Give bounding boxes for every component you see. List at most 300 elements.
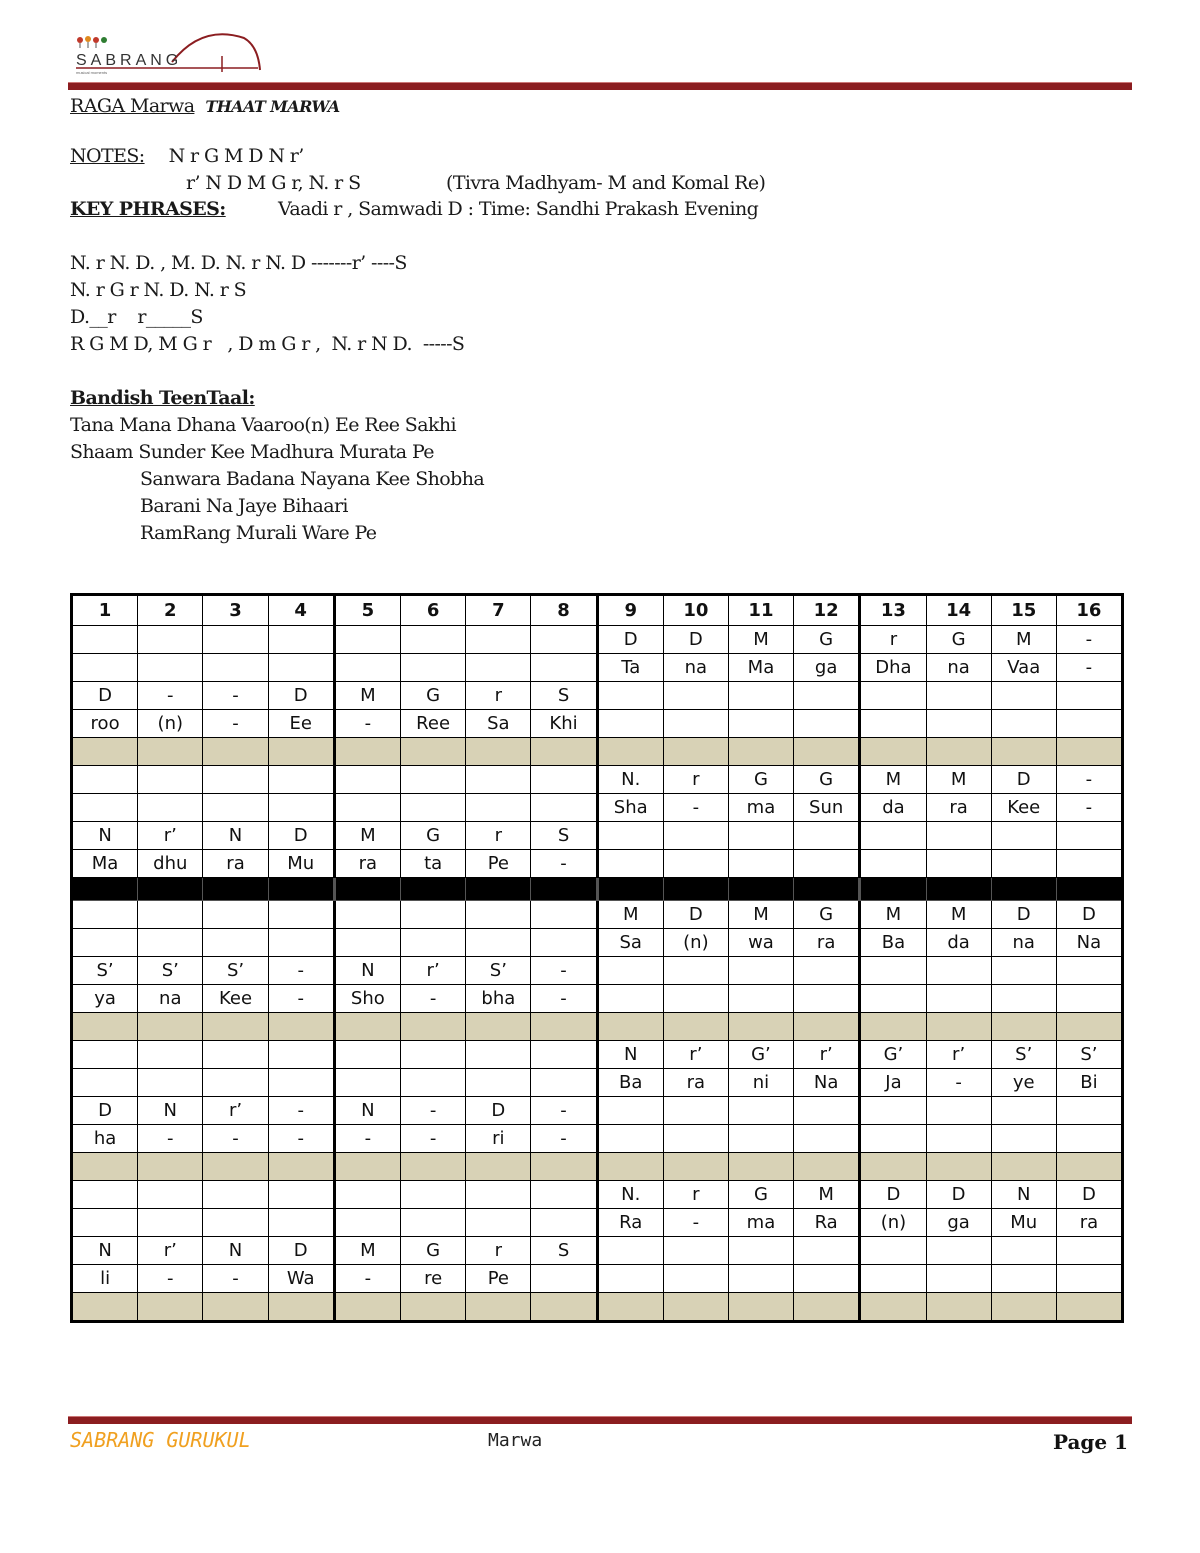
table-cell (466, 794, 531, 822)
table-cell: - (663, 1209, 728, 1237)
table-cell (531, 654, 597, 682)
table-cell (926, 1293, 991, 1322)
table-cell (334, 1013, 400, 1041)
bandish-line: Sanwara Badana Nayana Kee Shobha (140, 468, 485, 490)
table-cell (597, 1097, 663, 1125)
table-cell (991, 710, 1056, 738)
table-cell (268, 1293, 334, 1322)
table-cell: D (597, 626, 663, 654)
table-cell (597, 1265, 663, 1293)
table-cell: 3 (203, 595, 268, 626)
table-cell (72, 929, 138, 957)
table-cell: roo (72, 710, 138, 738)
table-cell: - (531, 850, 597, 878)
table-cell: wa (728, 929, 793, 957)
table-row (72, 985, 1123, 1013)
table-cell (334, 794, 400, 822)
table-cell (531, 1209, 597, 1237)
table-cell (926, 1153, 991, 1181)
table-divider-row (72, 878, 1123, 901)
table-row (72, 929, 1123, 957)
table-cell (466, 1181, 531, 1209)
table-cell: N (203, 822, 268, 850)
table-cell (728, 878, 793, 901)
table-cell: M (728, 901, 793, 929)
table-cell (138, 794, 203, 822)
table-cell: li (72, 1265, 138, 1293)
table-cell: D (1056, 1181, 1122, 1209)
table-cell (268, 1013, 334, 1041)
table-cell (728, 1013, 793, 1041)
bandish-line: Barani Na Jaye Bihaari (140, 495, 348, 517)
table-cell (794, 822, 860, 850)
table-cell (400, 878, 465, 901)
table-cell (663, 1153, 728, 1181)
table-cell (531, 1181, 597, 1209)
table-cell (72, 1293, 138, 1322)
table-row (72, 1125, 1123, 1153)
table-cell: r’ (794, 1041, 860, 1069)
table-cell (268, 901, 334, 929)
table-cell: bha (466, 985, 531, 1013)
table-cell (268, 1069, 334, 1097)
table-row (72, 794, 1123, 822)
table-cell (334, 766, 400, 794)
table-cell (203, 1013, 268, 1041)
table-cell (400, 1069, 465, 1097)
table-header-row (72, 595, 1123, 626)
table-row (72, 710, 1123, 738)
table-cell (1056, 850, 1122, 878)
table-cell (531, 1293, 597, 1322)
table-cell (400, 901, 465, 929)
table-cell: ni (728, 1069, 793, 1097)
table-cell (663, 1265, 728, 1293)
table-cell: - (268, 957, 334, 985)
table-row (72, 822, 1123, 850)
bandish-heading: Bandish TeenTaal: (70, 387, 255, 409)
phrase-line: N. r G r N. D. N. r S (70, 279, 247, 301)
table-cell (72, 766, 138, 794)
table-cell: 10 (663, 595, 728, 626)
table-cell: na (138, 985, 203, 1013)
table-cell (400, 626, 465, 654)
table-cell: S’ (203, 957, 268, 985)
table-cell: 9 (597, 595, 663, 626)
table-cell: D (268, 822, 334, 850)
key-phrases-line (70, 198, 226, 220)
table-cell: S (531, 682, 597, 710)
table-cell (268, 794, 334, 822)
table-cell (466, 1013, 531, 1041)
table-cell (860, 682, 926, 710)
table-cell: Ma (72, 850, 138, 878)
table-cell (860, 1013, 926, 1041)
table-cell: Sa (597, 929, 663, 957)
table-cell (400, 1153, 465, 1181)
table-cell (991, 738, 1056, 766)
table-cell (860, 710, 926, 738)
table-cell (203, 738, 268, 766)
table-cell (400, 738, 465, 766)
table-cell (794, 1265, 860, 1293)
table-cell: G (400, 1237, 465, 1265)
table-cell (597, 1125, 663, 1153)
table-cell: Sha (597, 794, 663, 822)
table-cell (334, 738, 400, 766)
table-cell (334, 1153, 400, 1181)
table-cell (400, 1209, 465, 1237)
notes-arohana: N r G M D N r’ (168, 145, 304, 167)
table-cell: r’ (926, 1041, 991, 1069)
table-cell (597, 710, 663, 738)
table-cell (597, 1013, 663, 1041)
table-cell: Sho (334, 985, 400, 1013)
table-cell (400, 794, 465, 822)
table-cell: - (203, 1125, 268, 1153)
table-cell: G (794, 901, 860, 929)
notation-table (70, 593, 1124, 1323)
table-cell (334, 901, 400, 929)
table-cell (1056, 1125, 1122, 1153)
table-cell (1056, 1265, 1122, 1293)
table-cell (466, 1069, 531, 1097)
table-cell (466, 1041, 531, 1069)
table-cell (466, 738, 531, 766)
table-cell (466, 901, 531, 929)
table-cell (138, 1181, 203, 1209)
table-cell: 14 (926, 595, 991, 626)
table-cell: r’ (663, 1041, 728, 1069)
table-cell (860, 1237, 926, 1265)
table-cell (991, 1125, 1056, 1153)
table-cell (203, 1181, 268, 1209)
table-row (72, 682, 1123, 710)
table-cell: ra (663, 1069, 728, 1097)
table-cell (728, 710, 793, 738)
table-cell (138, 766, 203, 794)
table-cell: Ba (597, 1069, 663, 1097)
table-cell (400, 1013, 465, 1041)
table-cell (334, 626, 400, 654)
table-cell (531, 1153, 597, 1181)
table-cell (728, 850, 793, 878)
table-cell: 1 (72, 595, 138, 626)
table-cell (597, 1293, 663, 1322)
table-cell: r (860, 626, 926, 654)
table-cell: S’ (72, 957, 138, 985)
table-cell (663, 1097, 728, 1125)
table-cell: Kee (991, 794, 1056, 822)
table-cell: S’ (138, 957, 203, 985)
table-cell (1056, 1153, 1122, 1181)
table-cell (794, 850, 860, 878)
table-cell: - (531, 985, 597, 1013)
table-cell (663, 738, 728, 766)
table-cell: ra (1056, 1209, 1122, 1237)
table-cell (268, 654, 334, 682)
table-cell (138, 1153, 203, 1181)
table-cell (991, 1013, 1056, 1041)
table-cell (597, 682, 663, 710)
table-cell (926, 985, 991, 1013)
table-cell: 16 (1056, 595, 1122, 626)
table-cell (926, 850, 991, 878)
table-cell: D (991, 901, 1056, 929)
table-cell (203, 1041, 268, 1069)
table-cell (72, 1069, 138, 1097)
table-cell (728, 1097, 793, 1125)
table-cell: ra (794, 929, 860, 957)
table-cell: G (728, 766, 793, 794)
table-cell (794, 1013, 860, 1041)
table-cell (531, 1041, 597, 1069)
table-cell: Sa (466, 710, 531, 738)
table-cell: - (531, 1097, 597, 1125)
table-cell (728, 985, 793, 1013)
table-cell: Mu (991, 1209, 1056, 1237)
table-cell (926, 1013, 991, 1041)
table-row (72, 1181, 1123, 1209)
raga-title: RAGA Marwa (70, 95, 195, 117)
table-cell: - (1056, 626, 1122, 654)
table-cell: M (334, 822, 400, 850)
table-row (72, 850, 1123, 878)
table-cell (794, 878, 860, 901)
table-cell (926, 822, 991, 850)
table-cell: N (334, 1097, 400, 1125)
table-cell (794, 738, 860, 766)
table-cell (728, 957, 793, 985)
table-cell: ta (400, 850, 465, 878)
footer-rule (68, 1416, 1132, 1424)
table-cell: G (728, 1181, 793, 1209)
table-cell (926, 1125, 991, 1153)
table-cell: G’ (860, 1041, 926, 1069)
table-cell: r’ (138, 1237, 203, 1265)
table-cell: M (728, 626, 793, 654)
table-cell: - (268, 985, 334, 1013)
table-cell (531, 738, 597, 766)
table-cell (1056, 878, 1122, 901)
table-cell (926, 1097, 991, 1125)
table-cell (794, 1125, 860, 1153)
table-cell (1056, 985, 1122, 1013)
table-cell: ri (466, 1125, 531, 1153)
table-cell: - (138, 682, 203, 710)
table-cell: 13 (860, 595, 926, 626)
table-row (72, 1069, 1123, 1097)
table-row (72, 1265, 1123, 1293)
notes-avarohana: r’ N D M G r, N. r S (186, 172, 361, 194)
table-cell: ya (72, 985, 138, 1013)
table-cell (860, 878, 926, 901)
table-cell (991, 822, 1056, 850)
table-cell (860, 1125, 926, 1153)
table-cell: 12 (794, 595, 860, 626)
table-cell (466, 1153, 531, 1181)
table-cell: Na (794, 1069, 860, 1097)
table-cell (72, 1013, 138, 1041)
table-separator-row (72, 1013, 1123, 1041)
table-cell: G’ (728, 1041, 793, 1069)
table-row (72, 654, 1123, 682)
table-cell (991, 850, 1056, 878)
table-row (72, 1097, 1123, 1125)
table-cell (72, 738, 138, 766)
table-cell: S (531, 1237, 597, 1265)
table-cell (400, 1041, 465, 1069)
table-cell (663, 710, 728, 738)
notes-label: NOTES: (70, 145, 145, 167)
table-cell (334, 1293, 400, 1322)
table-cell (1056, 1013, 1122, 1041)
bandish-line: Shaam Sunder Kee Madhura Murata Pe (70, 441, 434, 463)
table-cell: - (268, 1097, 334, 1125)
table-cell (72, 654, 138, 682)
table-row (72, 1041, 1123, 1069)
table-cell (400, 929, 465, 957)
table-cell: Na (1056, 929, 1122, 957)
table-cell (203, 1293, 268, 1322)
table-cell (531, 901, 597, 929)
notes-remark-line (446, 172, 765, 194)
table-cell (138, 626, 203, 654)
table-cell: S’ (991, 1041, 1056, 1069)
table-cell: 4 (268, 595, 334, 626)
table-cell: - (400, 985, 465, 1013)
table-cell (926, 682, 991, 710)
table-cell (991, 1237, 1056, 1265)
table-cell (1056, 1293, 1122, 1322)
table-cell (663, 957, 728, 985)
table-cell: D (663, 901, 728, 929)
table-cell: (n) (663, 929, 728, 957)
table-cell (203, 1069, 268, 1097)
table-cell (597, 1237, 663, 1265)
table-cell (991, 682, 1056, 710)
key-phrases-text: Vaadi r , Samwadi D : Time: Sandhi Prakash Evening (278, 198, 759, 220)
table-cell (991, 1293, 1056, 1322)
table-cell: r (466, 822, 531, 850)
table-cell: 11 (728, 595, 793, 626)
table-cell (663, 682, 728, 710)
table-cell (860, 850, 926, 878)
table-row (72, 626, 1123, 654)
table-cell (268, 738, 334, 766)
table-cell: Ra (794, 1209, 860, 1237)
table-cell: Wa (268, 1265, 334, 1293)
table-cell: - (203, 682, 268, 710)
table-cell (203, 794, 268, 822)
table-cell (72, 1209, 138, 1237)
table-cell: D (268, 682, 334, 710)
table-cell: Kee (203, 985, 268, 1013)
table-cell (663, 985, 728, 1013)
table-cell: - (926, 1069, 991, 1097)
table-cell: M (860, 766, 926, 794)
table-cell (794, 1097, 860, 1125)
table-cell (926, 1265, 991, 1293)
table-cell (268, 1153, 334, 1181)
table-cell (334, 1041, 400, 1069)
table-cell: - (334, 1265, 400, 1293)
table-cell (860, 738, 926, 766)
table-cell (991, 1153, 1056, 1181)
table-cell: M (597, 901, 663, 929)
table-cell (138, 878, 203, 901)
logo-subtext: musical moments (76, 70, 108, 75)
table-cell: 5 (334, 595, 400, 626)
table-cell: N (991, 1181, 1056, 1209)
table-cell: N (597, 1041, 663, 1069)
table-cell: Vaa (991, 654, 1056, 682)
table-cell: - (663, 794, 728, 822)
table-cell: G (794, 626, 860, 654)
table-cell: (n) (860, 1209, 926, 1237)
table-cell (466, 929, 531, 957)
table-cell: ha (72, 1125, 138, 1153)
table-cell: N (138, 1097, 203, 1125)
table-cell (531, 929, 597, 957)
table-cell (400, 1293, 465, 1322)
table-separator-row (72, 1153, 1123, 1181)
table-cell: G (400, 682, 465, 710)
table-cell (203, 654, 268, 682)
table-cell (597, 1153, 663, 1181)
table-cell (138, 1041, 203, 1069)
table-cell: Ra (597, 1209, 663, 1237)
table-cell (728, 1237, 793, 1265)
table-cell: M (334, 1237, 400, 1265)
table-cell: - (531, 1125, 597, 1153)
table-cell: M (926, 901, 991, 929)
bandish-line: RamRang Murali Ware Pe (140, 522, 377, 544)
table-cell (794, 985, 860, 1013)
table-cell (138, 901, 203, 929)
table-cell (466, 878, 531, 901)
notes-avarohana-line (186, 172, 361, 194)
table-cell (1056, 957, 1122, 985)
table-cell (138, 1209, 203, 1237)
table-cell (203, 901, 268, 929)
table-cell: D (663, 626, 728, 654)
table-cell: na (991, 929, 1056, 957)
table-cell: na (663, 654, 728, 682)
table-cell (466, 1293, 531, 1322)
table-cell (926, 957, 991, 985)
table-cell (268, 929, 334, 957)
table-cell: - (1056, 766, 1122, 794)
table-cell (268, 626, 334, 654)
table-cell (203, 878, 268, 901)
table-cell: Bi (1056, 1069, 1122, 1097)
table-cell (72, 1041, 138, 1069)
table-row (72, 766, 1123, 794)
table-cell (597, 738, 663, 766)
table-cell: Ree (400, 710, 465, 738)
table-cell (794, 710, 860, 738)
table-cell: 15 (991, 595, 1056, 626)
table-cell (663, 822, 728, 850)
table-cell (794, 1153, 860, 1181)
table-cell (334, 929, 400, 957)
table-cell: D (860, 1181, 926, 1209)
table-cell: ga (794, 654, 860, 682)
table-cell (400, 1181, 465, 1209)
table-cell (926, 1237, 991, 1265)
table-cell (531, 1069, 597, 1097)
